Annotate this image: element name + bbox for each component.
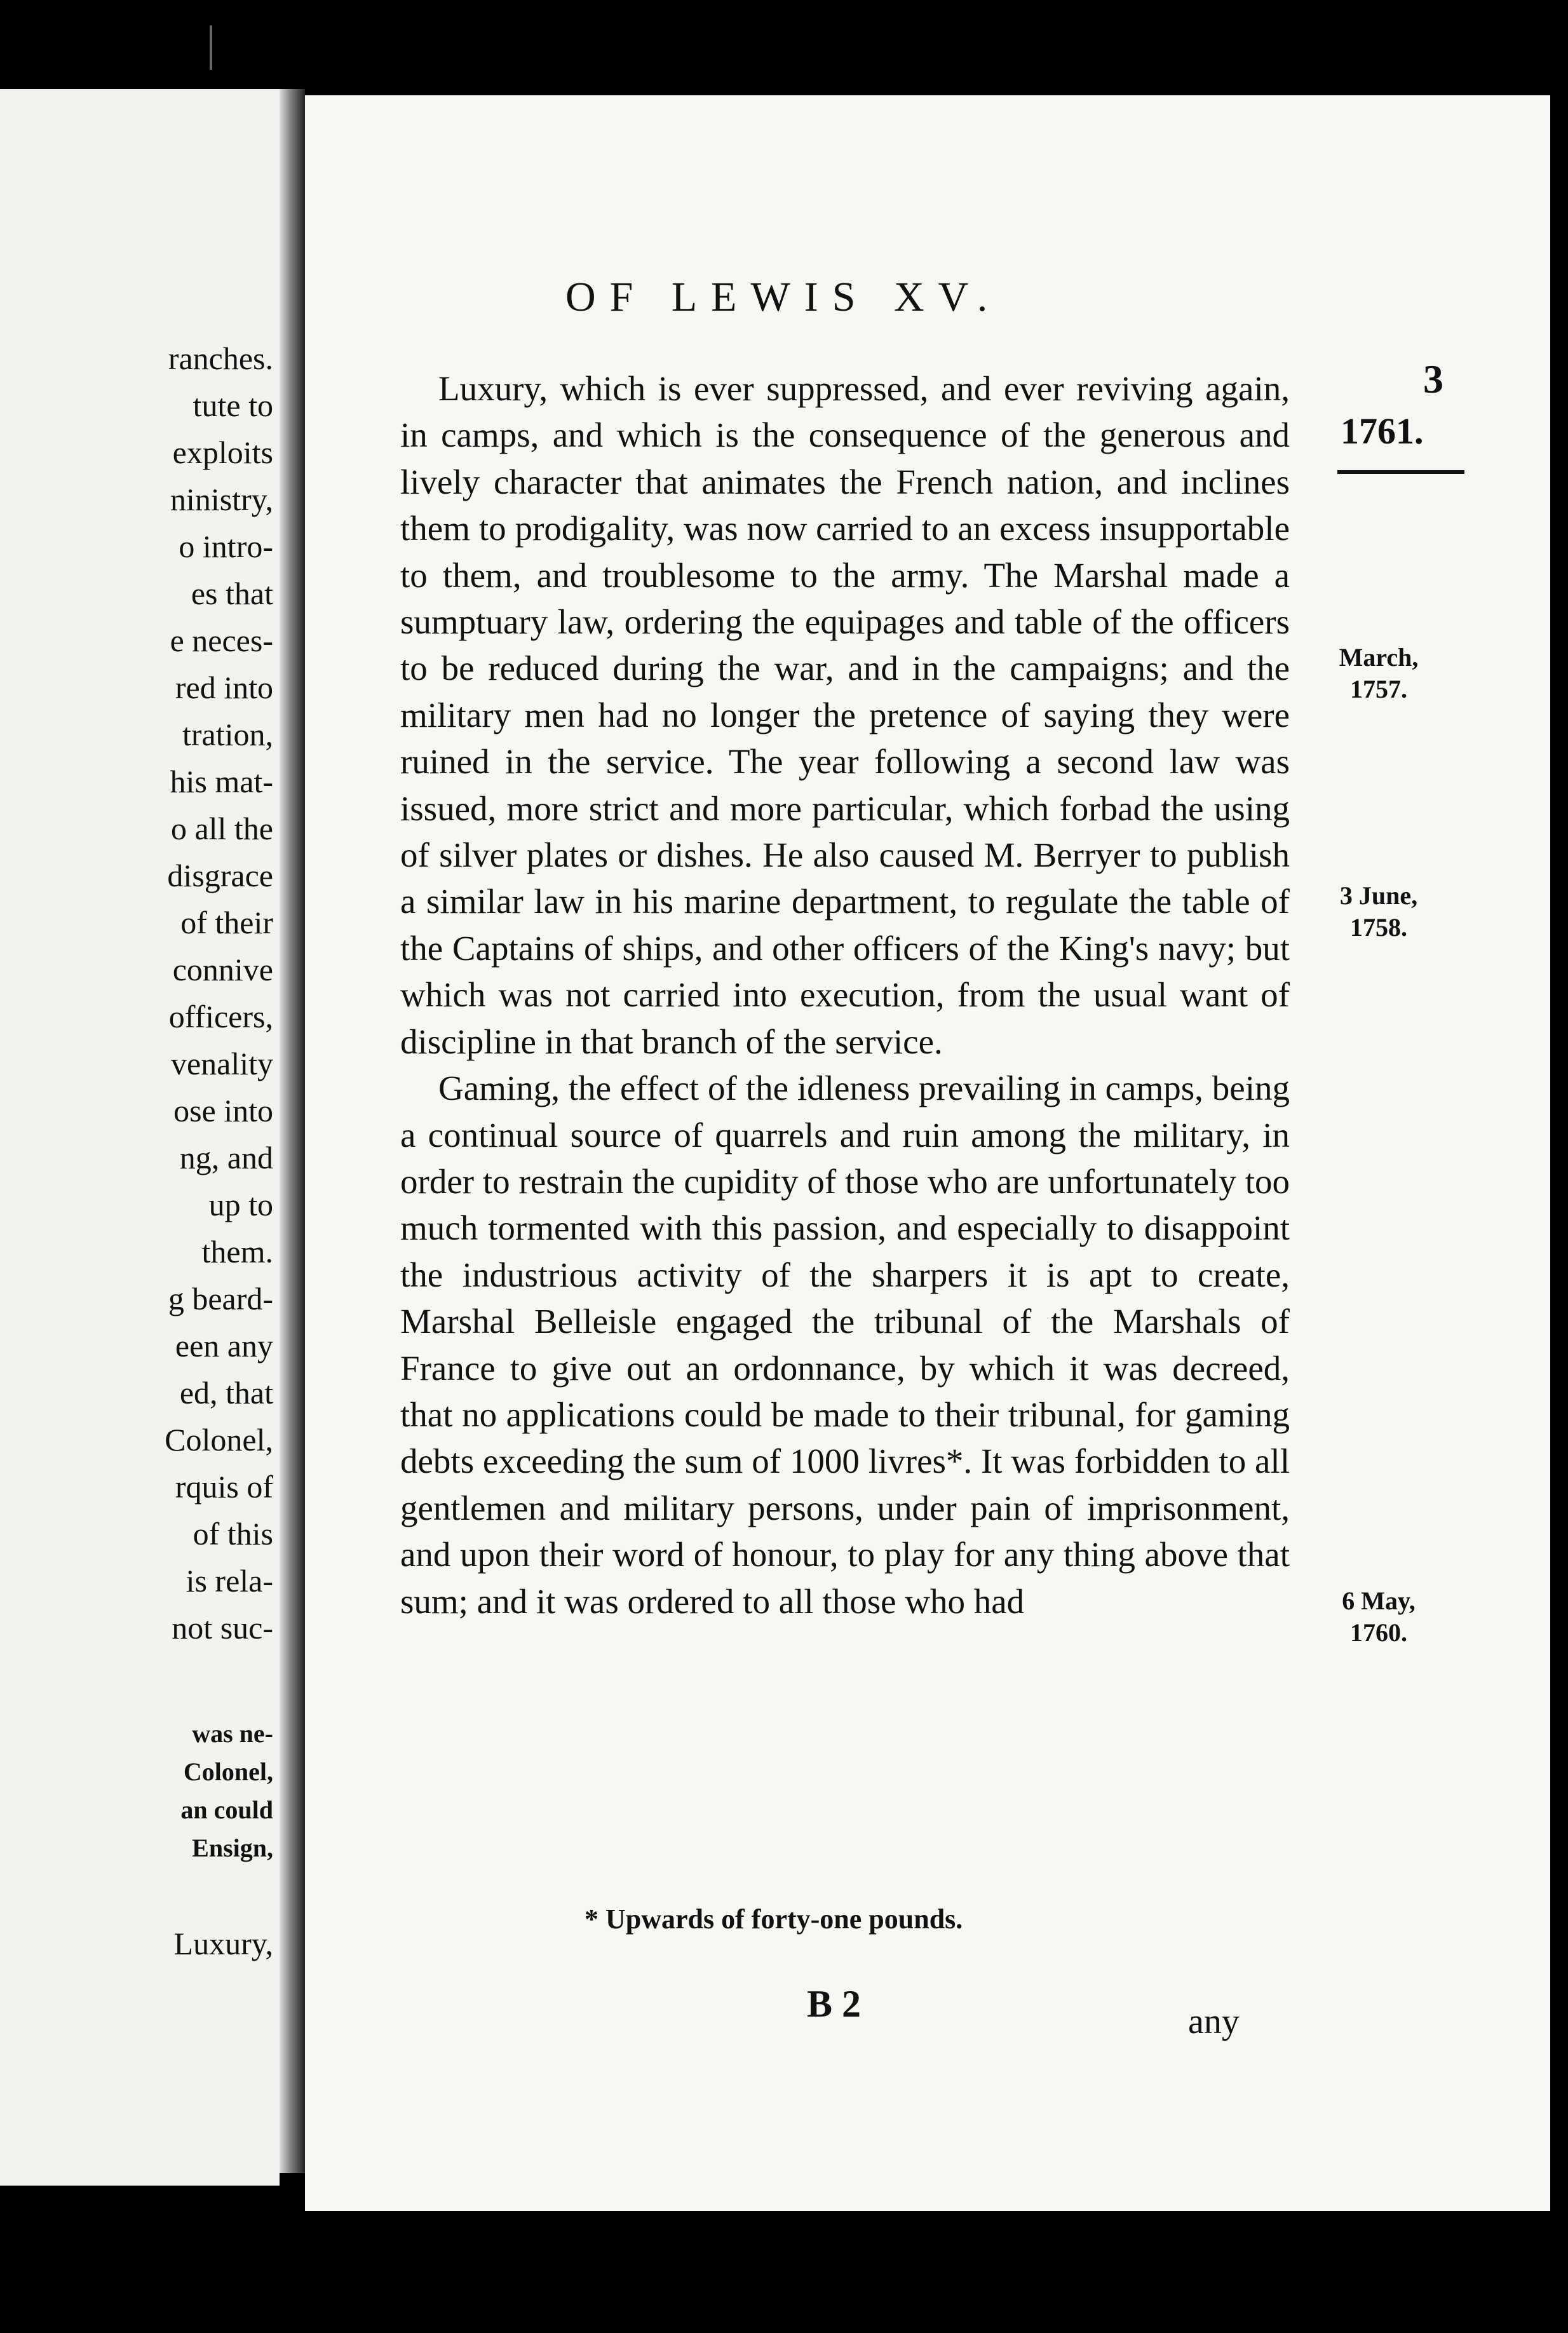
body-text bbox=[400, 365, 1290, 1625]
margin-note-date: 6 May, bbox=[1342, 1586, 1416, 1615]
scan-mark bbox=[210, 25, 212, 70]
left-text-fragment: ose into bbox=[173, 1093, 273, 1128]
left-text-fragment: g beard- bbox=[168, 1281, 273, 1316]
left-text-fragment: ed, that bbox=[179, 1375, 273, 1410]
margin-note-year: 1757. bbox=[1350, 675, 1407, 703]
running-head: OF LEWIS XV. bbox=[565, 274, 1002, 320]
left-text-fragment: up to bbox=[208, 1187, 273, 1222]
left-text-fragment: o intro- bbox=[179, 529, 273, 564]
left-footnote-fragment: Colonel, bbox=[183, 1757, 273, 1786]
margin-note bbox=[1315, 1585, 1442, 1649]
left-text-fragment: his mat- bbox=[170, 764, 273, 799]
left-text-fragment: tration, bbox=[182, 717, 273, 752]
left-text-fragment: is rela- bbox=[186, 1563, 273, 1599]
left-text-fragment: Colonel, bbox=[165, 1422, 273, 1457]
margin-rule bbox=[1337, 470, 1464, 474]
left-page bbox=[0, 89, 280, 2186]
left-text-fragment: venality bbox=[170, 1046, 273, 1081]
left-text-fragment: ng, and bbox=[179, 1140, 273, 1175]
left-catchword: Luxury, bbox=[173, 1926, 273, 1961]
margin-note-date: 3 June, bbox=[1339, 881, 1418, 910]
left-text-fragment: e neces- bbox=[170, 623, 273, 658]
left-text-fragment: ranches. bbox=[168, 341, 273, 376]
catchword: any bbox=[1188, 2002, 1240, 2041]
left-text-fragment: red into bbox=[175, 670, 273, 705]
margin-note-year: 1758. bbox=[1350, 913, 1407, 942]
left-text-fragment: connive bbox=[172, 952, 273, 987]
margin-year: 1761. bbox=[1341, 410, 1424, 452]
left-footnote-fragment: Ensign, bbox=[192, 1834, 273, 1862]
left-footnote-fragment: was ne- bbox=[192, 1719, 273, 1748]
left-text-fragment: o all the bbox=[170, 811, 273, 846]
signature-mark: B 2 bbox=[807, 1983, 862, 2025]
left-text-fragment: of their bbox=[180, 905, 273, 940]
left-text-fragment: exploits bbox=[172, 435, 273, 470]
left-text-fragment: rquis of bbox=[175, 1469, 273, 1505]
left-text-fragment: een any bbox=[175, 1328, 273, 1363]
left-footnote-fragment: an could bbox=[180, 1795, 273, 1824]
margin-note bbox=[1315, 642, 1442, 705]
left-text-fragment: es that bbox=[191, 576, 273, 611]
margin-note-year: 1760. bbox=[1350, 1618, 1407, 1647]
book-gutter bbox=[280, 89, 305, 2173]
left-text-fragment: them. bbox=[201, 1234, 273, 1269]
left-text-fragment: tute to bbox=[193, 388, 273, 423]
left-text-fragment: disgrace bbox=[167, 858, 273, 893]
left-text-fragment: of this bbox=[193, 1516, 273, 1552]
left-text-fragment: ninistry, bbox=[170, 482, 273, 517]
page-number: 3 bbox=[1423, 356, 1443, 402]
paragraph: Luxury, which is ever suppressed, and ever reviving again, in camps, and which is the consequence of the generous and lively character that animates the French nation, and inclines them to prodigality, was now carried to an excess insupportable to them, and troublesome to the army. The Marshal made a sumptuary law, ordering the equipages and table of the officers to be reduced during the war, and in the campaigns; and the military men had no longer the pretence of saying they were ruined in the service. The year following a second law was issued, more strict and more particular, which forbad the using of silver plates or dishes. He also caused M. Berryer to publish a similar law in his marine department, to regulate the table of the Captains of ships, and other officers of the King's navy; but which was not carried into execution, from the usual want of discipline in that branch of the service. bbox=[400, 369, 1290, 1061]
footnote: * Upwards of forty-one pounds. bbox=[585, 1904, 963, 1935]
left-text-fragment: officers, bbox=[168, 999, 273, 1034]
margin-note bbox=[1315, 880, 1442, 943]
left-text-fragment: not suc- bbox=[172, 1610, 273, 1646]
margin-note-date: March, bbox=[1339, 643, 1419, 672]
paragraph: Gaming, the effect of the idleness prevailing in camps, being a continual source of quarrels and ruin among the military, in order to restrain the cupidity of those who are unfortunately too much tormented with this passion, and especially to disappoint the industrious activity of the sharpers it is apt to create, Marshal Belleisle engaged the tribunal of the Marshals of France to give out an ordonnance, by which it was decreed, that no applications could be made to their tribunal, for gaming debts exceeding the sum of 1000 livres*. It was forbidden to all gentlemen and military persons, under pain of imprisonment, and upon their word of honour, to play for any thing above that sum; and it was ordered to all those who had bbox=[400, 1069, 1290, 1621]
